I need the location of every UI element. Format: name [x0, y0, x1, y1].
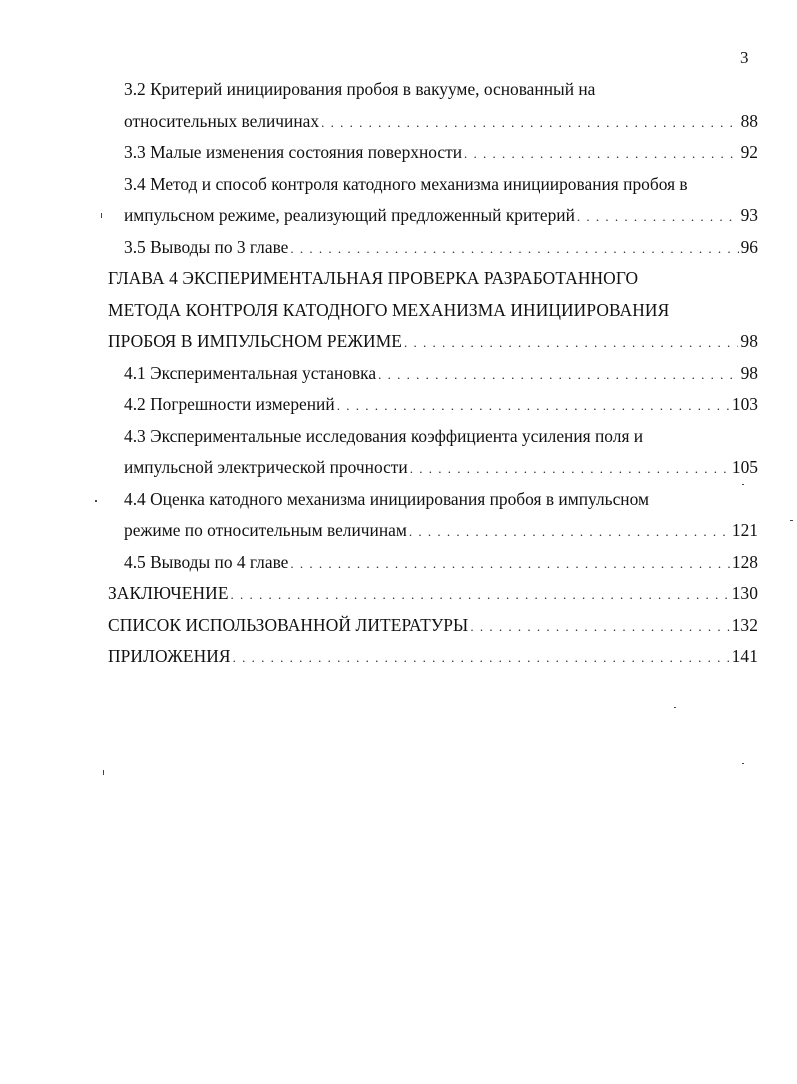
toc-entry	[108, 137, 758, 169]
toc-entry-page: 103	[731, 394, 758, 414]
dot-leader	[409, 516, 730, 548]
page-number: 3	[740, 48, 749, 67]
dot-leader	[231, 579, 730, 611]
toc-entry	[108, 452, 758, 484]
dot-leader	[321, 107, 739, 139]
toc-entry-page: 98	[740, 331, 758, 351]
toc-entry	[108, 200, 758, 232]
toc-entry	[108, 484, 758, 516]
toc-entry-title: 4.5 Выводы по 4 главе	[124, 551, 289, 572]
dot-leader	[464, 138, 739, 170]
toc-entry	[108, 169, 758, 201]
toc-entry-title: 4.3 Экспериментальные исследования коэффициента усиления поля и	[124, 425, 644, 446]
toc-entry-page: 88	[740, 110, 758, 131]
toc-entry-title: ПРОБОЯ В ИМПУЛЬСНОМ РЕЖИМЕ	[108, 331, 403, 351]
toc-entry-page: 93	[740, 205, 758, 225]
toc-entry-title: 3.4 Метод и способ контроля катодного механизма инициирования пробоя в	[124, 173, 688, 194]
toc-entry	[108, 326, 758, 358]
toc-entry-title: импульсной электрической прочности	[124, 457, 408, 477]
toc-entry-title: относительных величинах	[124, 110, 320, 131]
toc-entry	[108, 389, 758, 421]
toc-entry-title: СПИСОК ИСПОЛЬЗОВАННОЙ ЛИТЕРАТУРЫ	[108, 614, 469, 635]
dot-leader	[233, 642, 730, 674]
toc-entry	[108, 74, 758, 106]
toc-entry	[108, 295, 758, 327]
dot-leader	[378, 359, 739, 391]
toc-entry-page: 130	[731, 583, 758, 603]
toc-entry-page: 141	[731, 646, 758, 666]
toc-entry	[108, 641, 758, 673]
toc-entry-page: 128	[731, 551, 758, 572]
dot-leader	[577, 201, 739, 233]
toc-entry	[108, 578, 758, 610]
toc-entry-page: 96	[740, 236, 758, 257]
table-of-contents	[108, 74, 758, 673]
toc-entry-page: 132	[731, 614, 758, 635]
toc-entry-page: 121	[731, 520, 758, 540]
toc-entry-page: 105	[731, 457, 758, 477]
dot-leader	[337, 390, 730, 422]
toc-entry	[108, 515, 758, 547]
toc-entry	[108, 263, 758, 295]
dot-leader	[410, 453, 730, 485]
toc-entry	[108, 610, 758, 642]
dot-leader	[470, 611, 729, 643]
toc-entry-title: 4.2 Погрешности измерений	[124, 394, 335, 414]
toc-entry-title: ПРИЛОЖЕНИЯ	[108, 646, 231, 666]
toc-entry	[108, 421, 758, 453]
toc-entry-title: режиме по относительным величинам	[124, 520, 407, 540]
toc-entry-title: 3.5 Выводы по 3 главе	[124, 236, 289, 257]
toc-entry	[108, 547, 758, 579]
toc-entry-title: ЗАКЛЮЧЕНИЕ	[108, 583, 229, 603]
toc-entry-page: 92	[740, 142, 758, 162]
toc-entry-title: 3.3 Малые изменения состояния поверхности	[124, 142, 463, 162]
toc-entry-title: 4.4 Оценка катодного механизма инициирования пробоя в импульсном	[124, 488, 649, 509]
toc-entry-title: ГЛАВА 4 ЭКСПЕРИМЕНТАЛЬНАЯ ПРОВЕРКА РАЗРАБОТАННОГО	[108, 268, 639, 288]
toc-entry	[108, 106, 758, 138]
toc-entry	[108, 358, 758, 390]
toc-entry-title: МЕТОДА КОНТРОЛЯ КАТОДНОГО МЕХАНИЗМА ИНИЦИИРОВАНИЯ	[108, 299, 670, 320]
dot-leader	[290, 233, 738, 265]
toc-entry-page: 98	[740, 362, 758, 383]
toc-entry-title: 4.1 Экспериментальная установка	[124, 362, 377, 383]
dot-leader	[404, 327, 738, 359]
dot-leader	[290, 548, 730, 580]
toc-entry-title: импульсном режиме, реализующий предложенный критерий	[124, 205, 575, 225]
toc-entry	[108, 232, 758, 264]
toc-entry-title: 3.2 Критерий инициирования пробоя в вакууме, основанный на	[124, 79, 596, 99]
